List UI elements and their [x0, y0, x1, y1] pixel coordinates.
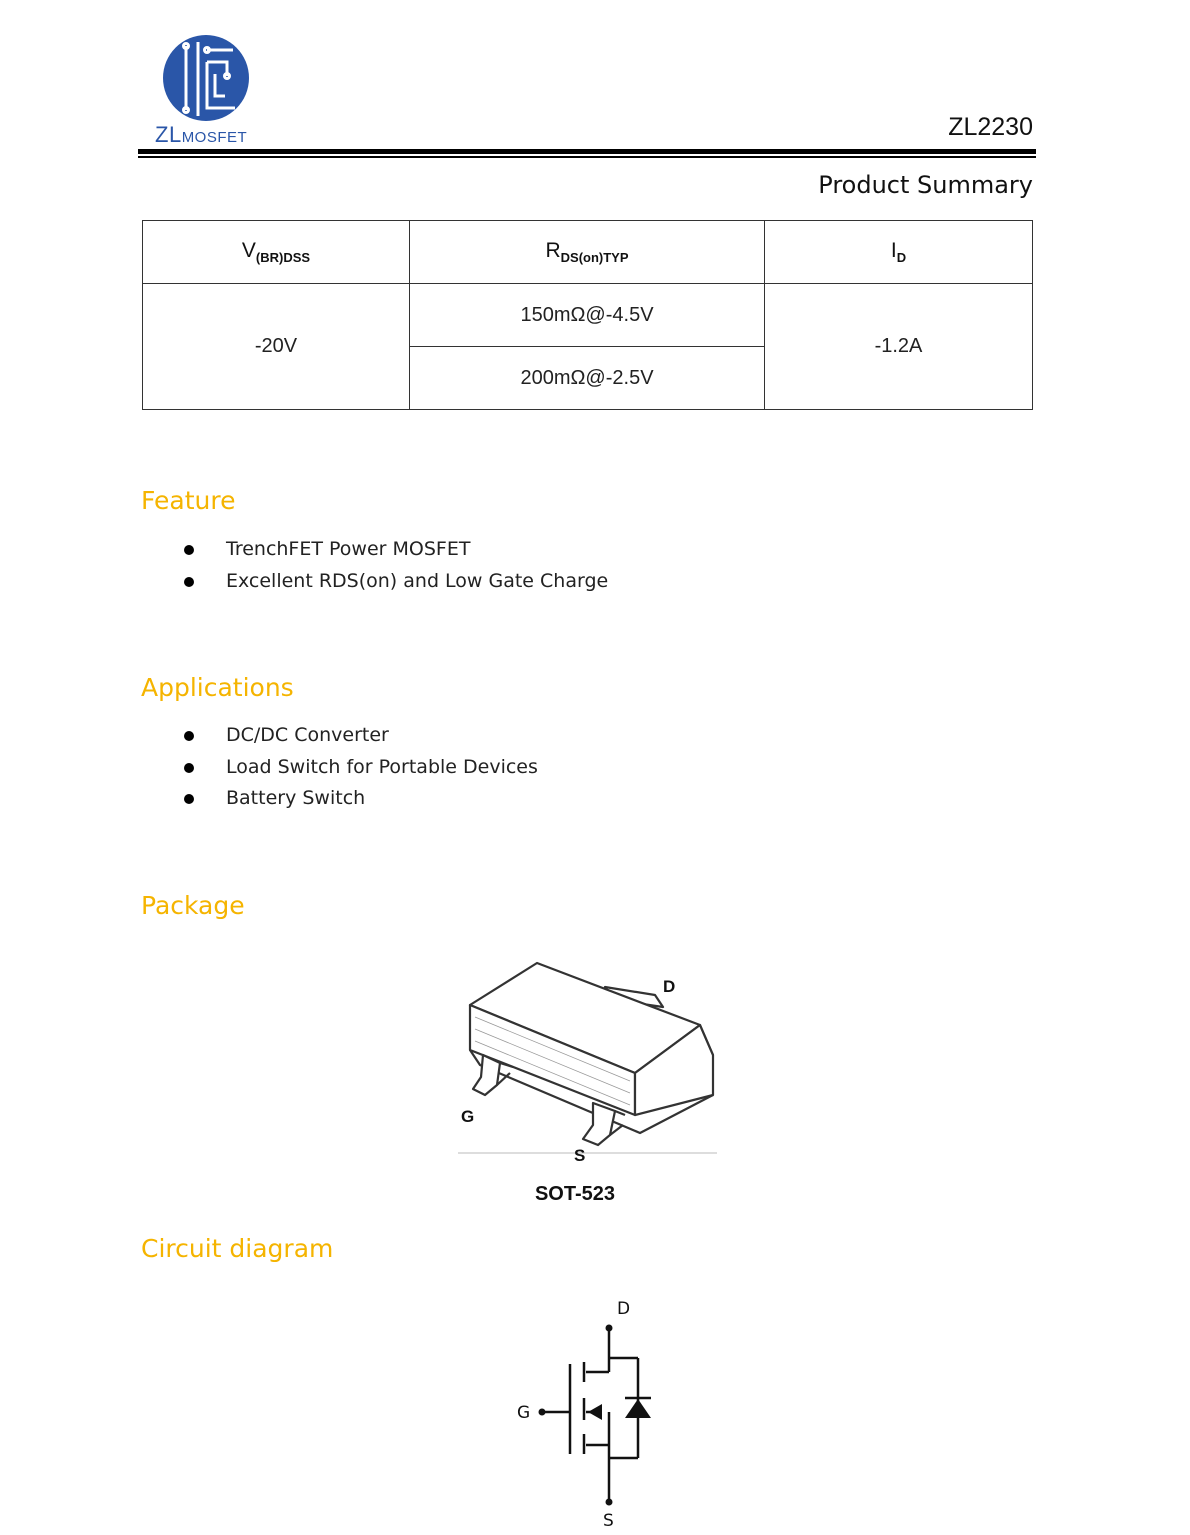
circuit-pin-s: S — [603, 1511, 614, 1530]
circuit-heading: Circuit diagram — [141, 1234, 334, 1263]
circuit-pin-g: G — [517, 1403, 531, 1423]
feature-heading: Feature — [141, 486, 236, 515]
bullet-icon — [184, 731, 194, 741]
bullet-icon — [184, 577, 194, 587]
brand-name — [155, 122, 247, 148]
cell-vbrdss: -20V — [143, 284, 410, 410]
cell-rds-1: 150mΩ@-4.5V — [410, 284, 765, 347]
brand-mosfet: MOSFET — [181, 129, 248, 146]
list-item: TrenchFET Power MOSFET — [182, 534, 608, 566]
list-item: Excellent RDS(on) and Low Gate Charge — [182, 566, 608, 598]
package-pin-d: D — [663, 977, 676, 996]
applications-list — [182, 720, 538, 815]
header-vbrdss: $V_{(BR)DSS}$ — [143, 221, 410, 284]
header-rdson: $R_{DS(on)TYP}$ — [410, 221, 765, 284]
package-name: SOT-523 — [534, 1183, 616, 1205]
list-item: DC/DC Converter — [182, 720, 538, 752]
header-rule-thin — [138, 156, 1036, 158]
mosfet-schematic — [510, 1290, 670, 1530]
list-item: Load Switch for Portable Devices — [182, 752, 538, 784]
header-rule-thick — [138, 149, 1036, 154]
part-number: ZL2230 — [948, 113, 1033, 141]
cell-id: -1.2A — [765, 284, 1033, 410]
bullet-icon — [184, 545, 194, 555]
brand-zl: ZL — [155, 122, 182, 147]
list-item: Battery Switch — [182, 783, 538, 815]
table-header-row — [143, 221, 1033, 284]
product-summary-table — [142, 220, 1033, 410]
cell-rds-2: 200mΩ@-2.5V — [410, 347, 765, 410]
sot523-package-drawing — [455, 955, 720, 1165]
bullet-icon — [184, 794, 194, 804]
package-pin-s: S — [574, 1146, 586, 1165]
table-row — [143, 284, 1033, 347]
feature-list — [182, 534, 608, 597]
circuit-pin-d: D — [617, 1299, 631, 1319]
product-summary-title: Product Summary — [818, 171, 1033, 199]
applications-heading: Applications — [141, 673, 294, 702]
bullet-icon — [184, 763, 194, 773]
package-pin-g: G — [461, 1107, 475, 1126]
package-heading: Package — [141, 891, 245, 920]
header-id: $I_D$ — [765, 221, 1033, 284]
